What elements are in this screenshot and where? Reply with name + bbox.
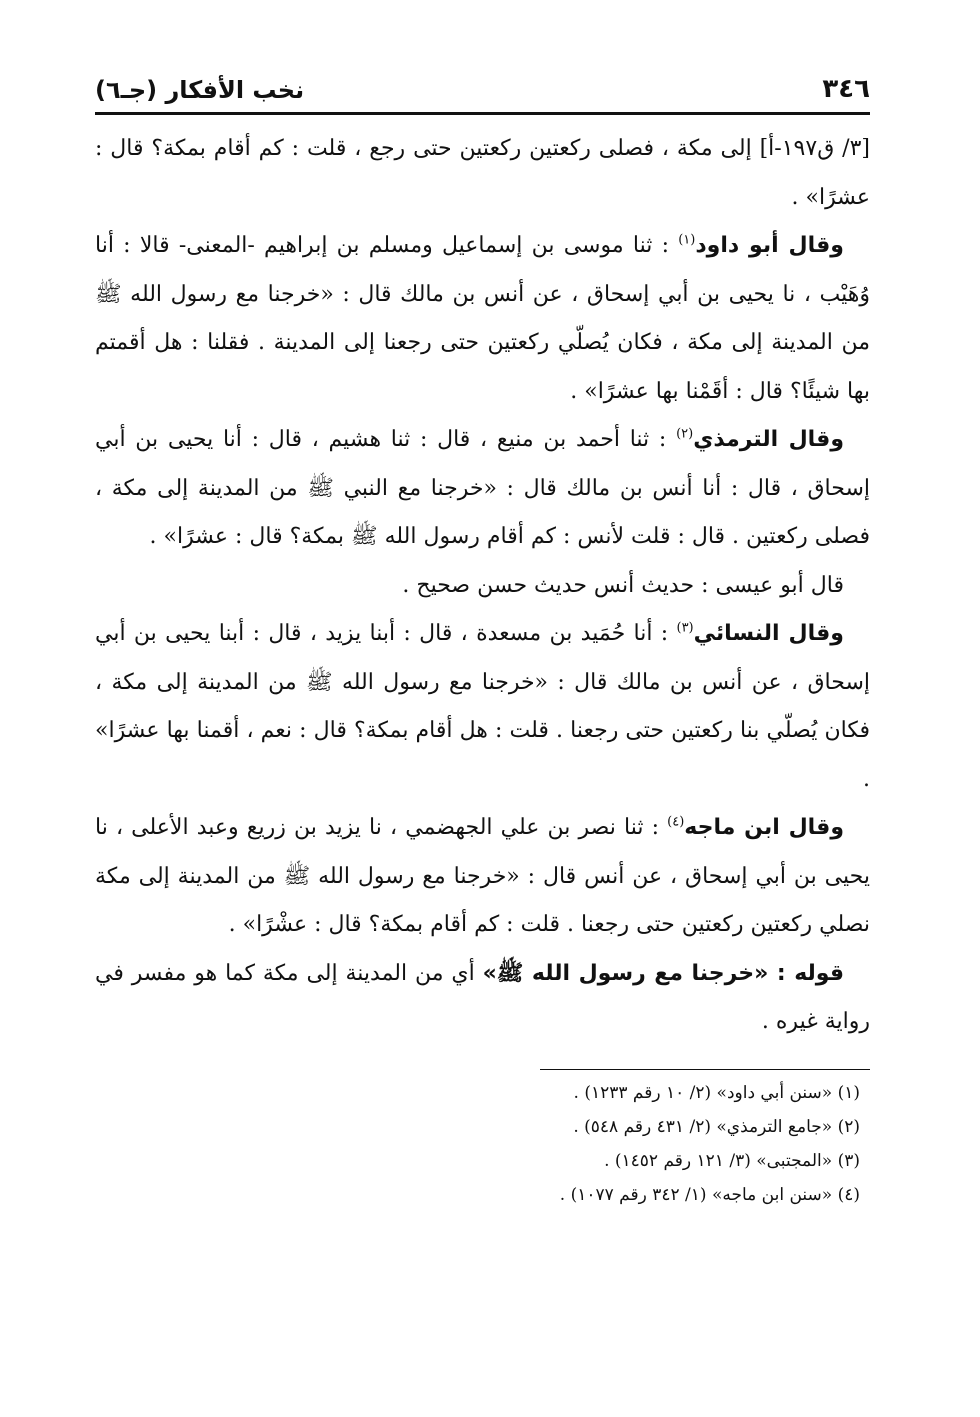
- footnote: (٣) «المجتبى» (٣/ ١٢١ رقم ١٤٥٢) .: [604, 1150, 860, 1171]
- paragraph-text: : ثنا نصر بن علي الجهضمي ، نا يزيد بن زريع وعبد الأعلى ، نا يحيى بن أبي إسحاق ، عن أنس قال : «خرجنا مع رسول الله ﷺ من المدينة إلى مكة نصلي ركعتين ركعتين حتى رجعنا . قلت : كم أقام بمكة؟ قال : عشْرًا» .: [95, 815, 870, 937]
- footnote-ref: (٢): [676, 426, 694, 442]
- paragraph-lead: قوله : «خرجنا مع رسول الله ﷺ»: [482, 960, 844, 986]
- running-title: نخب الأفكار (جـ٦): [95, 76, 305, 104]
- paragraph: [95, 416, 870, 562]
- paragraph: [95, 610, 870, 804]
- paragraph-lead: وقال النسائي: [693, 621, 844, 646]
- paragraph: [95, 125, 870, 222]
- book-page: [95, 60, 870, 1212]
- paragraph-text: [٣/ ق١٩٧-أ] إلى مكة ، فصلى ركعتين ركعتين حتى رجع ، قلت : كم أقام بمكة؟ قال : عشرًا» .: [95, 136, 870, 210]
- paragraph: [95, 222, 870, 416]
- footnote: (٢) «جامع الترمذي» (٢/ ٤٣١ رقم ٥٤٨) .: [573, 1116, 860, 1137]
- paragraph-lead: وقال الترمذي: [693, 427, 844, 452]
- main-text: [95, 125, 870, 1047]
- paragraph: [95, 562, 870, 611]
- footnote: (١) «سنن أبي داود» (٢/ ١٠ رقم ١٢٣٣) .: [573, 1082, 860, 1103]
- paragraph-text: : ثنا موسى بن إسماعيل ومسلم بن إبراهيم -المعنى- قالا : أنا وُهَيْب ، نا يحيى بن أبي إسحاق ، عن أنس بن مالك قال : «خرجنا مع رسول الله ﷺ من المدينة إلى مكة ، فكان يُصلّي ركعتين حتى رجعنا إلى المدينة . فقلنا : هل أقمتم بها شيئًا؟ قال : أقَمْنا بها عشرًا» .: [95, 233, 870, 404]
- paragraph-text: : ثنا أحمد بن منيع ، قال : ثنا هشيم ، قال : أنا يحيى بن أبي إسحاق ، قال : أنا أنس بن مالك قال : «خرجنا مع النبي ﷺ من المدينة إلى مكة ، فصلى ركعتين . قال : قلت لأنس : كم أقام رسول الله ﷺ بمكة؟ قال : عشرًا» .: [95, 427, 870, 549]
- page-header: [95, 60, 870, 104]
- paragraph-text: : أنا حُمَيد بن مسعدة ، قال : أبنا يزيد ، قال : أبنا يحيى بن أبي إسحاق ، عن أنس بن مالك قال : «خرجنا مع رسول الله ﷺ من المدينة إلى مكة ، فكان يُصلّي بنا ركعتين حتى رجعنا . قلت : هل أقام بمكة؟ قال : نعم ، أقمنا بها عشرًا» .: [95, 621, 870, 792]
- header-rule: [95, 112, 870, 115]
- paragraph-text: أي من المدينة إلى مكة كما هو مفسر في رواية غيره .: [95, 960, 870, 1034]
- page-number: ٣٤٦: [822, 74, 870, 104]
- paragraph: [95, 804, 870, 950]
- paragraph-lead: وقال أبو داود: [695, 233, 844, 258]
- paragraph: [95, 950, 870, 1047]
- footnote-rule: [540, 1069, 870, 1070]
- footnotes: [95, 1076, 870, 1212]
- paragraph-text: قال أبو عيسى : حديث أنس حديث حسن صحيح .: [402, 572, 844, 598]
- footnote-ref: (١): [678, 232, 696, 248]
- footnote-ref: (٤): [667, 814, 685, 830]
- paragraph-lead: وقال ابن ماجه: [684, 815, 844, 840]
- footnote-ref: (٣): [676, 620, 694, 636]
- footnote: (٤) «سنن ابن ماجه» (١/ ٣٤٢ رقم ١٠٧٧) .: [559, 1184, 860, 1205]
